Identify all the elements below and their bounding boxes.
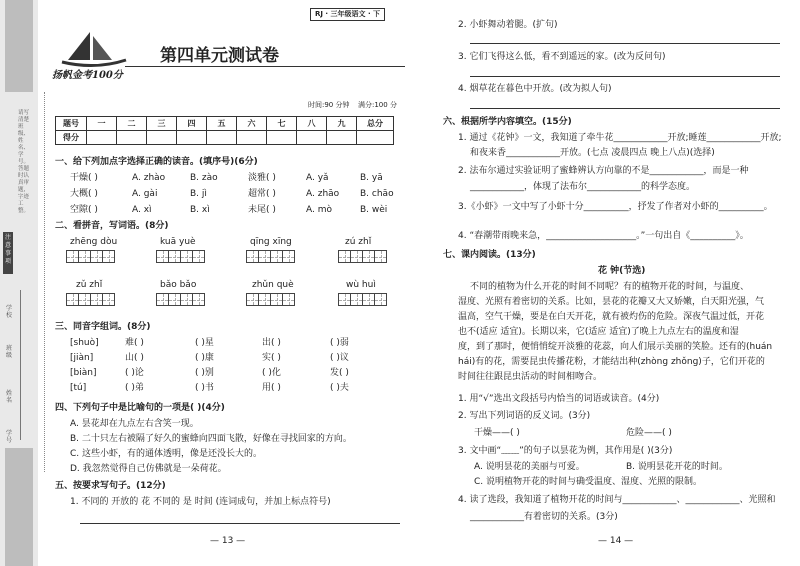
s3-pinyin: [jiàn] bbox=[70, 353, 94, 363]
pinyin: zhēng dòu bbox=[70, 237, 118, 247]
s4-option[interactable]: A. 昙花却在九点左右含笑一现。 bbox=[70, 419, 199, 429]
s4-option[interactable]: B. 二十只左右被隔了好久的蜜蜂向四面飞散，好像在寻找回家的方向。 bbox=[70, 434, 352, 444]
s7-q4-line1: 4. 读了选段，我知道了植物开花的时间与____________、____________、光照和 bbox=[458, 495, 776, 505]
s3-blank[interactable]: ( )化 bbox=[262, 368, 281, 378]
s1-option[interactable]: B. chāo bbox=[360, 189, 394, 199]
score-table bbox=[55, 116, 394, 145]
score-input-cell[interactable] bbox=[267, 131, 297, 145]
pinyin: zhǔn què bbox=[252, 280, 294, 290]
s7-q3: 3. 文中画“﹏﹏”的句子以昙花为例，其作用是( )(3分) bbox=[458, 446, 673, 456]
writing-grid[interactable] bbox=[156, 293, 205, 306]
passage-line: 不同的植物为什么开花的时间不同呢？有的植物开花的时间，与温度、 bbox=[470, 282, 750, 292]
s3-blank[interactable]: ( )书 bbox=[195, 383, 214, 393]
antonym-blank[interactable]: 干燥——( ) bbox=[474, 428, 520, 438]
s1-item: 未尾( ) bbox=[248, 205, 276, 215]
question-3: 3. 它们飞得这么低，看不到遥远的家。(改为反问句) bbox=[458, 52, 666, 62]
s1-option[interactable]: A. zhào bbox=[132, 173, 166, 183]
s1-item: 大概( ) bbox=[70, 189, 98, 199]
passage-title: 花 钟(节选) bbox=[598, 266, 646, 276]
score-header-cell: 题号 bbox=[56, 117, 87, 131]
passage-line: 温高，空气干燥，要是在白天开花，就有被灼伤的危险。深夜气温过低，开花 bbox=[458, 312, 765, 322]
page-number-left: — 13 — bbox=[210, 536, 246, 546]
pinyin: wù huì bbox=[346, 280, 376, 290]
strip-block-bottom bbox=[5, 448, 33, 566]
s1-item: 淡雅( ) bbox=[248, 173, 276, 183]
strip-tab: 注意事项 bbox=[3, 232, 13, 274]
s3-blank[interactable]: ( )别 bbox=[195, 368, 214, 378]
s3-blank[interactable]: 出( ) bbox=[262, 338, 281, 348]
s5-question-1: 1. 不同的 开放的 花 不同的 是 时间 (连词成句，并加上标点符号) bbox=[70, 497, 331, 507]
s1-option[interactable]: B. zào bbox=[190, 173, 218, 183]
pinyin: zǔ zhǐ bbox=[76, 280, 103, 290]
strip-field-class: 班级 bbox=[6, 345, 13, 359]
sailboat-logo-icon bbox=[60, 30, 130, 70]
s6-q4: 4. “春潮带雨晚来急，____________________。”一句出自《__________》。 bbox=[458, 231, 749, 241]
s3-blank[interactable]: ( )弱 bbox=[330, 338, 349, 348]
section-1-title: 一、给下列加点字选择正确的读音。(填序号)(6分) bbox=[55, 157, 258, 167]
answer-line[interactable] bbox=[470, 108, 780, 109]
strip-block-top bbox=[5, 0, 33, 92]
section-7-title: 七、课内阅读。(13分) bbox=[443, 250, 536, 260]
s3-blank[interactable]: ( )康 bbox=[195, 353, 214, 363]
score-header-cell: 二 bbox=[117, 117, 147, 131]
s3-pinyin: [shuò] bbox=[70, 338, 99, 348]
score-input-cell[interactable] bbox=[207, 131, 237, 145]
writing-grid[interactable] bbox=[66, 250, 115, 263]
s3-blank[interactable]: 难( ) bbox=[125, 338, 144, 348]
writing-grid[interactable] bbox=[338, 293, 387, 306]
cut-line bbox=[44, 92, 45, 472]
strip-line bbox=[20, 290, 21, 440]
writing-grid[interactable] bbox=[338, 250, 387, 263]
score-input-cell[interactable] bbox=[237, 131, 267, 145]
pinyin: bǎo bǎo bbox=[160, 280, 197, 290]
score-input-cell[interactable] bbox=[297, 131, 327, 145]
section-6-title: 六、根据所学内容填空。(15分) bbox=[443, 117, 572, 127]
s6-q2-line2: ____________，体现了法布尔____________的科学态度。 bbox=[470, 182, 696, 192]
score-row-label: 得分 bbox=[56, 131, 87, 145]
passage-line: 也不(适应 适宜)。长期以来，它(适应 适宜)了晚上九点左右的温度和湿 bbox=[458, 327, 739, 337]
score-input-cell[interactable] bbox=[357, 131, 394, 145]
passage-line: hái)有的花，需要昆虫传播花粉，才能结出种(zhòng zhǒng)子，它们开花的 bbox=[458, 357, 765, 367]
s3-pinyin: [biàn] bbox=[70, 368, 97, 378]
score-input-cell[interactable] bbox=[87, 131, 117, 145]
question-2: 2. 小虾舞动着腿。(扩句) bbox=[458, 20, 558, 30]
passage-line: 度，到了那时，便悄悄绽开淡雅的花蕊，向人们展示美丽的笑脸。还有的(huán bbox=[458, 342, 773, 352]
answer-line[interactable] bbox=[470, 76, 780, 77]
s7-q3-option[interactable]: C. 说明植物开花的时间与确受温度、湿度、光照的限制。 bbox=[474, 477, 703, 487]
s1-option[interactable]: A. gài bbox=[132, 189, 158, 199]
question-4: 4. 烟草花在暮色中开放。(改为拟人句) bbox=[458, 84, 612, 94]
passage-line: 时间往往跟昆虫活动的时间相吻合。 bbox=[458, 372, 603, 382]
score-input-cell[interactable] bbox=[327, 131, 357, 145]
score-header-cell: 总分 bbox=[357, 117, 394, 131]
s4-option[interactable]: C. 这些小虾，有的通体透明，像是还没长大的。 bbox=[70, 449, 263, 459]
s3-blank[interactable]: ( )弟 bbox=[125, 383, 144, 393]
s3-blank[interactable]: ( )议 bbox=[330, 353, 349, 363]
writing-grid[interactable] bbox=[156, 250, 205, 263]
s7-q3-option[interactable]: B. 说明昙花开花的时间。 bbox=[626, 462, 728, 472]
strip-field-name: 姓名 bbox=[6, 390, 13, 404]
time-label: 时间:90 分钟 bbox=[308, 101, 350, 109]
s1-option[interactable]: A. zhāo bbox=[306, 189, 340, 199]
s1-option[interactable]: A. xì bbox=[132, 205, 152, 215]
page-title: 第四单元测试卷 bbox=[160, 46, 279, 66]
s1-option[interactable]: B. jì bbox=[190, 189, 207, 199]
s1-option[interactable]: A. mò bbox=[306, 205, 332, 215]
s1-option[interactable]: B. wèi bbox=[360, 205, 388, 215]
antonym-blank[interactable]: 危险——( ) bbox=[626, 428, 672, 438]
s3-blank[interactable]: ( )夫 bbox=[330, 383, 349, 393]
score-label: 满分:100 分 bbox=[358, 101, 397, 109]
title-rule bbox=[125, 66, 405, 67]
score-header-cell: 七 bbox=[267, 117, 297, 131]
strip-field-school: 学校 bbox=[6, 305, 13, 319]
writing-grid[interactable] bbox=[66, 293, 115, 306]
s6-q1-line2: 和夜来香____________开放。(七点 凌晨四点 晚上八点)(选择) bbox=[470, 148, 715, 158]
s7-q4-line2: ____________有着密切的关系。(3分) bbox=[470, 512, 618, 522]
s3-blank[interactable]: 山( ) bbox=[125, 353, 144, 363]
s4-option[interactable]: D. 我忽然觉得自己仿佛就是一朵荷花。 bbox=[70, 464, 227, 474]
binding-strip bbox=[0, 0, 38, 566]
score-header-cell: 一 bbox=[87, 117, 117, 131]
s1-option[interactable]: B. xì bbox=[190, 205, 210, 215]
brand-name: 扬帆金考100分 bbox=[52, 70, 123, 81]
s1-option[interactable]: B. yā bbox=[360, 173, 383, 183]
s3-pinyin: [tú] bbox=[70, 383, 87, 393]
s7-q2: 2. 写出下列词语的反义词。(3分) bbox=[458, 411, 591, 421]
s1-option[interactable]: A. yǎ bbox=[306, 173, 329, 183]
s6-q1-line1: 1. 通过《花钟》一文，我知道了牵牛花____________开放;睡莲____________开放; bbox=[458, 133, 782, 143]
page-number-right: — 14 — bbox=[598, 536, 634, 546]
s1-item: 超常( ) bbox=[248, 189, 276, 199]
section-5-title: 五、按要求写句子。(12分) bbox=[55, 481, 166, 491]
s6-q3: 3.《小虾》一文中写了小虾十分__________，抒发了作者对小虾的__________。 bbox=[458, 202, 773, 212]
score-header-cell: 九 bbox=[327, 117, 357, 131]
score-input-cell[interactable] bbox=[117, 131, 147, 145]
score-header-cell: 八 bbox=[297, 117, 327, 131]
s7-q3-option[interactable]: A. 说明昙花的美丽与可爱。 bbox=[474, 462, 585, 472]
pinyin: qīng xīng bbox=[250, 237, 292, 247]
s3-blank[interactable]: 用( ) bbox=[262, 383, 281, 393]
section-2-title: 二、看拼音，写词语。(8分) bbox=[55, 221, 169, 231]
score-input-cell[interactable] bbox=[177, 131, 207, 145]
edition-badge: RJ · 三年级语文 · 下 bbox=[310, 8, 385, 21]
score-header-cell: 五 bbox=[207, 117, 237, 131]
s1-item: 干燥( ) bbox=[70, 173, 98, 183]
answer-line[interactable] bbox=[80, 523, 400, 524]
s3-blank[interactable]: ( )论 bbox=[125, 368, 144, 378]
pinyin: kuā yuè bbox=[160, 237, 196, 247]
writing-grid[interactable] bbox=[246, 293, 295, 306]
writing-grid[interactable] bbox=[246, 250, 295, 263]
passage-line: 湿度、光照有着密切的关系。比如，昙花的花瓣又大又娇嫩，白天阳光强，气 bbox=[458, 297, 765, 307]
s6-q2-line1: 2. 法布尔通过实验证明了蜜蜂辨认方向靠的不是____________，而是一种 bbox=[458, 166, 749, 176]
score-header-cell: 四 bbox=[177, 117, 207, 131]
pinyin: zú zhǐ bbox=[345, 237, 372, 247]
section-3-title: 三、同音字组词。(8分) bbox=[55, 322, 151, 332]
s3-blank[interactable]: 发( ) bbox=[330, 368, 349, 378]
strip-note: 请写清楚班级、姓名、学号。答题时认真审题，字迹工整。 bbox=[18, 110, 30, 214]
section-4-title: 四、下列句子中是比喻句的一项是( )(4分) bbox=[55, 403, 225, 413]
score-header-cell: 六 bbox=[237, 117, 267, 131]
s3-blank[interactable]: 实( ) bbox=[262, 353, 281, 363]
score-header-cell: 三 bbox=[147, 117, 177, 131]
strip-field-id: 学号 bbox=[6, 430, 13, 444]
score-input-cell[interactable] bbox=[147, 131, 177, 145]
s7-q1: 1. 用“√”选出文段括号内恰当的词语或读音。(4分) bbox=[458, 394, 660, 404]
answer-line[interactable] bbox=[470, 43, 780, 44]
s3-blank[interactable]: ( )星 bbox=[195, 338, 214, 348]
s1-item: 空隙( ) bbox=[70, 205, 98, 215]
